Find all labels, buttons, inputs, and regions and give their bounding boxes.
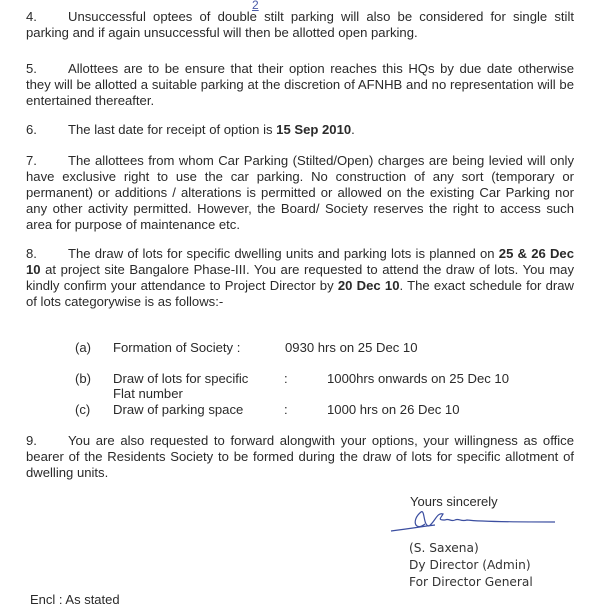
closing: Yours sincerely [410, 494, 498, 509]
paragraph-5 [26, 61, 574, 109]
signatory-designation: Dy Director (Admin) [409, 558, 531, 572]
paragraph-number: 9. [26, 433, 37, 448]
signatory-on-behalf: For Director General [409, 575, 533, 589]
paragraph-7 [26, 153, 574, 233]
paragraph-text-end: . [351, 122, 355, 137]
paragraph-9 [26, 433, 574, 481]
schedule-colon: : [284, 402, 288, 417]
paragraph-text: The draw of lots for specific dwelling units and parking lots is planned on [68, 246, 499, 261]
schedule-label: (b) [75, 371, 92, 386]
confirm-date: 20 Dec 10 [337, 278, 400, 293]
draw-dates: 25 & 26 Dec 10 [26, 246, 574, 277]
paragraph-text: Unsuccessful optees of double stilt parking will also be considered for single stilt parking and if again unsuccessful will then be allotted open parking. [26, 9, 574, 40]
paragraph-text: You are also requested to forward alongwith your options, your willingness as office bearer of the Residents Society to be formed during the draw of lots for specific allotment of dwelling units. [26, 433, 574, 480]
last-date: 15 Sep 2010 [276, 122, 352, 137]
schedule-label: (a) [75, 340, 92, 355]
page-number: 2 [252, 0, 259, 12]
schedule-item: Formation of Society : [113, 340, 241, 355]
signatory-name: (S. Saxena) [409, 541, 479, 555]
paragraph-number: 6. [26, 122, 37, 137]
paragraph-text: The allottees from whom Car Parking (Stilted/Open) charges are being levied will only have exclusive right to use the car parking. No construction of any sort (temporary or permanent) or additions / alterations is permitted or allowed on the existing Car Parking nor any other activity permitted. However, the Board/ Society reserves the right to access such area for purpose of maintenance etc. [26, 153, 574, 232]
schedule-time: 0930 hrs on 25 Dec 10 [285, 340, 418, 355]
paragraph-8 [26, 246, 574, 310]
schedule-item: Draw of parking space [113, 402, 244, 417]
signature-image [385, 508, 560, 536]
schedule-colon: : [284, 371, 288, 386]
paragraph-number: 8. [26, 246, 37, 261]
enclosure-note: Encl : As stated [30, 592, 120, 607]
paragraph-number: 4. [26, 9, 37, 24]
paragraph-4 [26, 9, 574, 41]
paragraph-text: The last date for receipt of option is [68, 122, 277, 137]
paragraph-6 [26, 122, 574, 138]
schedule-time: 1000hrs onwards on 25 Dec 10 [327, 371, 509, 386]
paragraph-number: 7. [26, 153, 37, 168]
schedule-item-cont: Flat number [113, 386, 183, 401]
paragraph-text: Allottees are to be ensure that their option reaches this HQs by due date otherwise they will be allotted a suitable parking at the discretion of AFNHB and no representation will be entertained thereafter. [26, 61, 574, 108]
schedule-item: Draw of lots for specific [113, 371, 249, 386]
paragraph-text-mid: at project site Bangalore Phase-III. You are requested to attend the draw of lots. You may kindly confirm your attendance to Project Director by [26, 262, 574, 293]
paragraph-number: 5. [26, 61, 37, 76]
schedule-time: 1000 hrs on 26 Dec 10 [327, 402, 460, 417]
schedule-label: (c) [75, 402, 91, 417]
paragraph-text-end: . The exact schedule for draw of lots categorywise is as follows:- [26, 278, 574, 309]
